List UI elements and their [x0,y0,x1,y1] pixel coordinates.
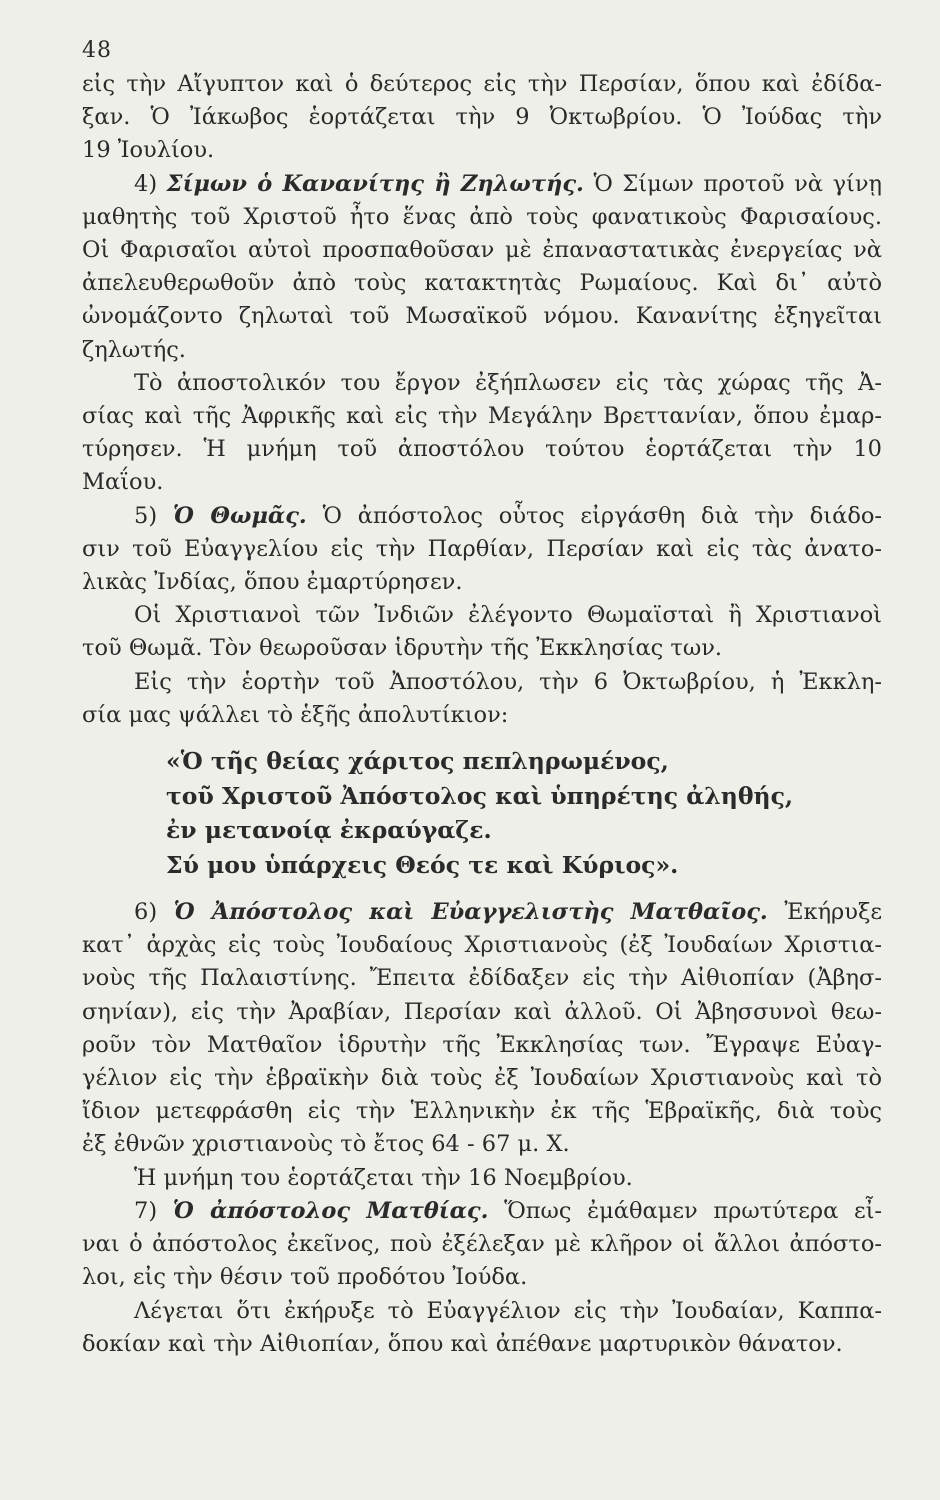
text-line: ξαν. Ὁ Ἰάκωβος ἑορτάζεται τὴν 9 Ὀκτωβρίου. Ὁ Ἰούδας τὴν [82,104,882,131]
text-line [82,896,882,929]
section-matthew [82,896,882,1162]
paragraph-matthias-preaching [82,1295,882,1361]
text-line: Λέγεται ὅτι ἐκήρυξε τὸ Εὐαγγέλιον εἰς τὴν Ἰουδαίαν, Καππα- [134,1297,882,1324]
text-line [82,1195,882,1228]
text-line: Ἡ μνήμη του ἑορτάζεται τὴν 16 Νοεμβρίου. [134,1164,633,1191]
text-line: 19 Ἰουλίου. [82,137,215,164]
section-number: 6) [134,899,158,926]
hymn-line: ἐν μετανοίᾳ ἐκραύγαζε. [166,816,492,845]
text-line: γέλιον εἰς τὴν ἑβραϊκὴν διὰ τοὺς ἐξ Ἰουδαίων Χριστιανοὺς καὶ τὸ [82,1065,882,1092]
text-line: τοῦ Θωμᾶ. Τὸν θεωροῦσαν ἱδρυτὴν τῆς Ἐκκλησίας των. [82,635,723,662]
text-line: Οἱ Χριστιανοὶ τῶν Ἰνδιῶν ἐλέγοντο Θωμαϊσταὶ ἢ Χριστιανοὶ [134,602,882,629]
paragraph-thomas-feast [82,666,882,732]
text-line: σία μας ψάλλει τὸ ἑξῆς ἀπολυτίκιον: [82,701,509,728]
text-line: ἴδιον μετεφράσθη εἰς τὴν Ἑλληνικὴν ἐκ τῆς Ἑβραϊκῆς, διὰ τοὺς [82,1098,882,1125]
text-line: Μαΐου. [82,469,164,496]
section-thomas [82,500,882,600]
section-matthias [82,1195,882,1295]
text-line: εἰς τὴν Αἴγυπτον καὶ ὁ δεύτερος εἰς τὴν Περσίαν, ὅπου καὶ ἐδίδα- [82,71,882,97]
text-run: Ὅπως ἐμάθαμεν πρωτύτερα εἶ- [504,1197,883,1224]
text-line: Οἱ Φαρισαῖοι αὐτοὶ προσπαθοῦσαν μὲ ἐπαναστατικὰς ἐνεργείας νὰ [82,237,882,264]
text-line: ναι ὁ ἀπόστολος ἐκεῖνος, ποὺ ἐξέλεξαν μὲ κλῆρον οἱ ἄλλοι ἀπόστο- [82,1231,882,1258]
text-line [82,500,882,533]
text-run: Ὁ Σίμων προτοῦ νὰ γίνῃ [593,170,882,197]
section-heading: Ὁ ἀπόστολος Ματθίας. [172,1197,489,1224]
hymn-line: «Ὁ τῆς θείας χάριτος πεπληρωμένος, [166,747,669,776]
paragraph-simon-work [82,367,882,500]
page-text [82,68,882,1361]
text-line: λικὰς Ἰνδίας, ὅπου ἐμαρτύρησεν. [82,569,463,596]
text-run: Ἐκήρυξε [784,899,883,926]
text-line: δοκίαν καὶ τὴν Αἰθιοπίαν, ὅπου καὶ ἀπέθανε μαρτυρικὸν θάνατον. [82,1330,843,1357]
text-line: Τὸ ἀποστολικόν του ἔργον ἐξήπλωσεν εἰς τὰς χώρας τῆς Ἀ- [134,369,882,396]
text-line: Εἰς τὴν ἑορτὴν τοῦ Ἀποστόλου, τὴν 6 Ὀκτωβρίου, ἡ Ἐκκλη- [134,668,882,695]
text-line: τύρησεν. Ἡ μνήμη τοῦ ἀποστόλου τούτου ἑορτάζεται τὴν 10 [82,436,882,463]
text-line: κατ᾿ ἀρχὰς εἰς τοὺς Ἰουδαίους Χριστιανοὺς (ἐξ Ἰουδαίων Χριστια- [82,932,882,959]
section-number: 7) [134,1197,158,1224]
text-line: σιν τοῦ Εὐαγγελίου εἰς τὴν Παρθίαν, Περσίαν καὶ εἰς τὰς ἀνατο- [82,535,882,562]
hymn-line: Σύ μου ὑπάρχεις Θεός τε καὶ Κύριος». [166,850,679,879]
text-line: ἀπελευθερωθοῦν ἀπὸ τοὺς κατακτητὰς Ρωμαίους. Καὶ δι᾿ αὐτὸ [82,270,882,297]
section-number: 5) [134,502,158,529]
text-line: ἐξ ἐθνῶν χριστιανοὺς τὸ ἔτος 64 - 67 μ. Χ. [82,1131,570,1158]
page-number: 48 [82,38,112,63]
text-line: σίας καὶ τῆς Ἀφρικῆς καὶ εἰς τὴν Μεγάλην Βρεττανίαν, ὅπου ἐμαρ- [82,403,882,430]
text-run: Ὁ ἀπόστολος οὗτος εἰργάσθη διὰ τὴν διάδο- [322,502,883,529]
text-line: νοὺς τῆς Παλαιστίνης. Ἔπειτα ἐδίδαξεν εἰς τὴν Αἰθιοπίαν (Ἀβησ- [82,965,882,992]
text-line: σηνίαν), εἰς τὴν Ἀραβίαν, Περσίαν καὶ ἀλλοῦ. Οἱ Ἀβησσυνοὶ θεω- [82,998,882,1025]
text-line: ζηλωτής. [82,336,186,363]
hymn-apolytikion [166,744,882,882]
section-heading: Ὁ Ἀπόστολος καὶ Εὐαγγελιστὴς Ματθαῖος. [173,899,768,926]
section-number: 4) [134,170,158,197]
text-line: ροῦν τὸν Ματθαῖον ἱδρυτὴν τῆς Ἐκκλησίας των. Ἔγραψε Εὐαγ- [82,1031,882,1058]
hymn-line: τοῦ Χριστοῦ Ἀπόστολος καὶ ὑπηρέτης ἀληθής, [166,781,794,810]
paragraph-matthew-feast [82,1162,882,1195]
text-line: λοι, εἰς τὴν θέσιν τοῦ προδότου Ἰούδα. [82,1264,528,1291]
text-line [82,168,882,201]
paragraph-thomas-christians [82,599,882,665]
section-heading: Ὁ Θωμᾶς. [172,502,307,529]
section-simon [82,168,882,367]
text-line: μαθητὴς τοῦ Χριστοῦ ἦτο ἕνας ἀπὸ τοὺς φανατικοὺς Φαρισαίους. [82,203,882,230]
paragraph-egypt [82,68,882,168]
section-heading: Σίμων ὁ Κανανίτης ἢ Ζηλωτής. [166,170,584,197]
text-line: ὠνομάζοντο ζηλωταὶ τοῦ Μωσαϊκοῦ νόμου. Κανανίτης ἐξηγεῖται [82,303,882,330]
